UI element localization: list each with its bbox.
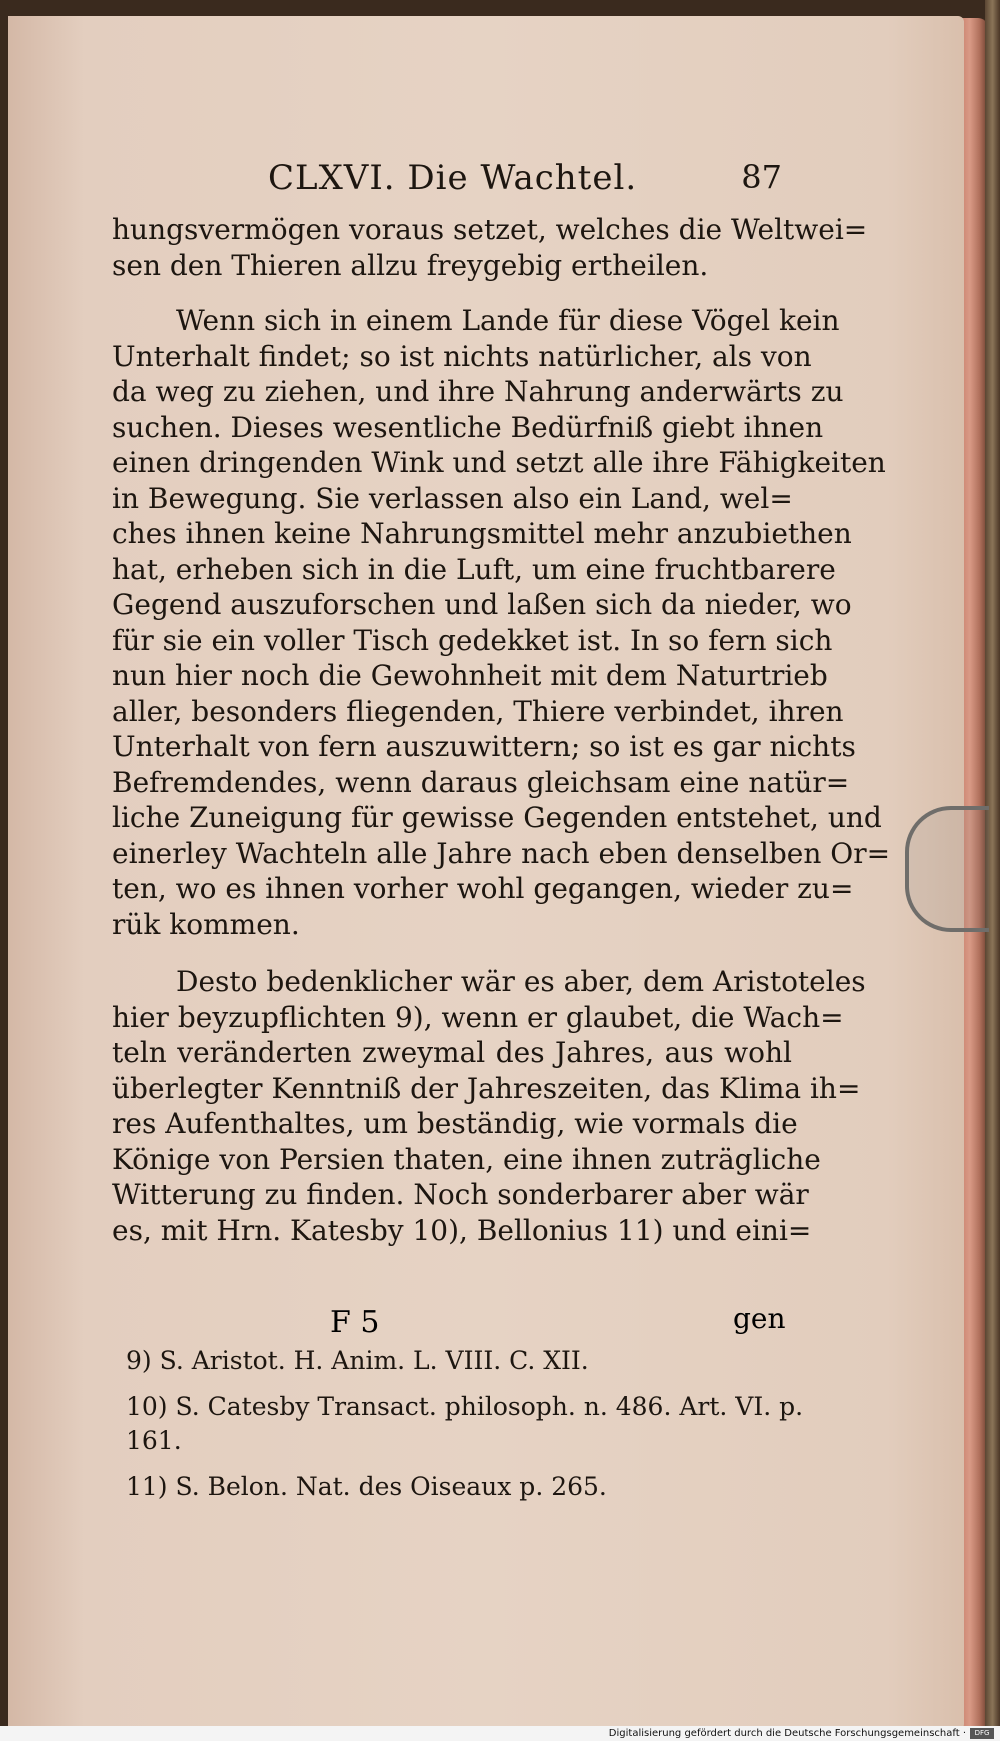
text-line: nun hier noch die Gewohnheit mit dem Naturtrieb — [112, 659, 828, 692]
text-line: einen dringenden Wink und setzt alle ihre Fähigkeiten — [112, 446, 886, 479]
text-line: Witterung zu finden. Noch sonderbarer aber wär — [112, 1178, 809, 1211]
page-clip — [905, 806, 989, 932]
text-line: teln veränderten zweymal des Jahres, aus wohl — [112, 1036, 792, 1069]
footnote-continuation: 161. — [126, 1426, 182, 1455]
text-line: Unterhalt von fern auszuwittern; so ist es gar nichts — [112, 730, 856, 763]
text-line: Befremdendes, wenn daraus gleichsam eine natür= — [112, 765, 850, 799]
text-line: res Aufenthaltes, um beständig, wie vormals die — [112, 1107, 798, 1140]
text-line: hier beyzupflichten 9), wenn er glaubet, die Wach= — [112, 1000, 844, 1034]
text-line: hat, erheben sich in die Luft, um eine fruchtbarere — [112, 552, 836, 586]
paragraph-2 — [112, 303, 891, 942]
dfg-logo: DFG — [970, 1728, 994, 1739]
funding-notice: Digitalisierung gefördert durch die Deutsche Forschungsgemeinschaft · — [608, 1728, 966, 1739]
text-line: in Bewegung. Sie verlassen also ein Land, wel= — [112, 481, 793, 515]
text-line: Unterhalt findet; so ist nichts natürlicher, als von — [112, 339, 812, 373]
footnote: 9) S. Aristot. H. Anim. L. VIII. C. XII. — [126, 1346, 589, 1375]
text-line: einerley Wachteln alle Jahre nach eben denselben Or= — [112, 836, 891, 870]
text-line: für sie ein voller Tisch gedekket ist. In so fern sich — [112, 623, 833, 657]
paragraph-3 — [112, 964, 866, 1248]
text-line: rük kommen. — [112, 907, 300, 941]
text-line: es, mit Hrn. Katesby 10), Bellonius 11) und eini= — [112, 1213, 812, 1247]
paragraph-1 — [112, 212, 868, 283]
text-line: ten, wo es ihnen vorher wohl gegangen, wieder zu= — [112, 872, 854, 905]
footnote: 10) S. Catesby Transact. philosoph. n. 486. Art. VI. p. — [126, 1392, 804, 1421]
running-header — [112, 148, 792, 208]
text-line: Könige von Persien thaten, eine ihnen zuträgliche — [112, 1142, 821, 1176]
text-line: liche Zuneigung für gewisse Gegenden entstehet, und — [112, 801, 882, 834]
footnotes — [126, 1344, 806, 1504]
catchword: gen — [733, 1302, 786, 1335]
text-line: hungsvermögen voraus setzet, welches die Weltwei= — [112, 213, 868, 246]
text-line: Wenn sich in einem Lande für diese Vögel kein — [176, 304, 840, 337]
page-number: 87 — [741, 158, 782, 196]
text-line: da weg zu ziehen, und ihre Nahrung anderwärts zu — [112, 375, 844, 408]
text-line: suchen. Dieses wesentliche Bedürfniß giebt ihnen — [112, 410, 824, 444]
digitization-footer — [0, 1726, 1000, 1741]
text-line: überlegter Kenntniß der Jahreszeiten, das Klima ih= — [112, 1071, 861, 1105]
footnote: 11) S. Belon. Nat. des Oiseaux p. 265. — [126, 1472, 607, 1501]
signature-mark: F 5 — [330, 1305, 380, 1340]
text-line: Desto bedenklicher wär es aber, dem Aristoteles — [176, 965, 866, 998]
page-text — [112, 148, 891, 1248]
text-line: Gegend auszuforschen und laßen sich da nieder, wo — [112, 588, 852, 621]
text-line: sen den Thieren allzu freygebig ertheilen. — [112, 248, 709, 282]
text-line: aller, besonders fliegenden, Thiere verbindet, ihren — [112, 694, 844, 728]
text-line: ches ihnen keine Nahrungsmittel mehr anzubiethen — [112, 517, 852, 550]
chapter-title: CLXVI. Die Wachtel. — [268, 158, 638, 198]
